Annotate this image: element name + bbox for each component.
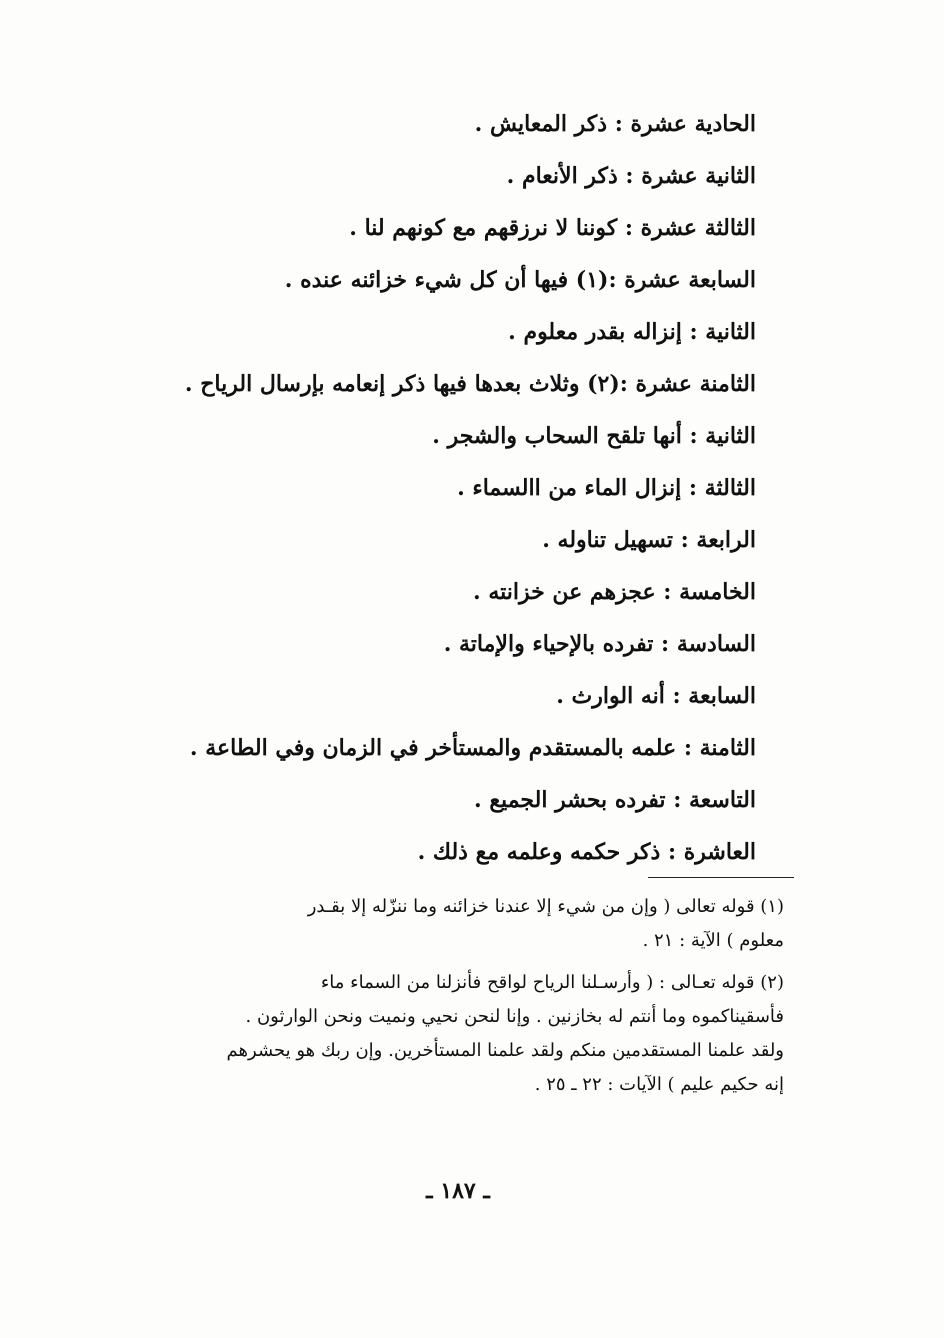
text-line: الثامنة : علمه بالمستقدم والمستأخر في الزمان وفي الطاعة . bbox=[189, 735, 756, 761]
footnote-line: إنه حكيم عليم ) الآيات : ٢٢ ـ ٢٥ . bbox=[534, 1074, 784, 1095]
text-line: الثالثة عشرة : كوننا لا نرزقهم مع كونهم لنا . bbox=[349, 215, 756, 241]
footnote-line: (١) قوله تعالى ( وإن من شيء إلا عندنا خزائنه وما ننزّله إلا بقـدر bbox=[307, 896, 784, 917]
footnotes bbox=[132, 890, 784, 1110]
page-number: ـ ١٨٧ ـ bbox=[426, 1178, 490, 1204]
text-line: الحادية عشرة : ذكر المعايش . bbox=[474, 111, 756, 137]
text-line: التاسعة : تفرده بحشر الجميع . bbox=[474, 787, 756, 813]
text-line: الثامنة عشرة :(٢) وثلاث بعدها فيها ذكر إنعامه بإرسال الرياح . bbox=[184, 371, 756, 397]
footnote-line: (٢) قوله تعـالى : ( وأرسـلنا الرياح لواقح فأنزلنا من السماء ماء bbox=[320, 972, 784, 993]
footnote-separator bbox=[648, 877, 794, 878]
text-line: السادسة : تفرده بالإحياء والإماتة . bbox=[443, 631, 756, 657]
main-text bbox=[116, 98, 756, 878]
text-line: الثانية : إنزاله بقدر معلوم . bbox=[508, 319, 756, 345]
text-line: الخامسة : عجزهم عن خزانته . bbox=[473, 579, 756, 605]
text-line: الرابعة : تسهيل تناوله . bbox=[542, 527, 756, 553]
text-line: الثانية عشرة : ذكر الأنعام . bbox=[506, 163, 756, 189]
footnote-line: معلوم ) الآية : ٢١ . bbox=[642, 930, 784, 951]
text-line: السابعة : أنه الوارث . bbox=[556, 683, 756, 709]
footnote-line: فأسقيناكموه وما أنتم له بخازنين . وإنا لنحن نحيي ونميت ونحن الوارثون . bbox=[245, 1006, 784, 1027]
footnote-2 bbox=[132, 966, 784, 1102]
footnote-line: ولقد علمنا المستقدمين منكم ولقد علمنا المستأخرين. وإن ربك هو يحشرهم bbox=[226, 1040, 784, 1061]
text-line: الثانية : أنها تلقح السحاب والشجر . bbox=[432, 423, 756, 449]
footnote-1 bbox=[132, 890, 784, 958]
text-line: العاشرة : ذكر حكمه وعلمه مع ذلك . bbox=[417, 839, 756, 865]
text-line: الثالثة : إنزال الماء من االسماء . bbox=[457, 475, 756, 501]
text-line: السابعة عشرة :(١) فيها أن كل شيء خزائنه عنده . bbox=[284, 267, 756, 293]
